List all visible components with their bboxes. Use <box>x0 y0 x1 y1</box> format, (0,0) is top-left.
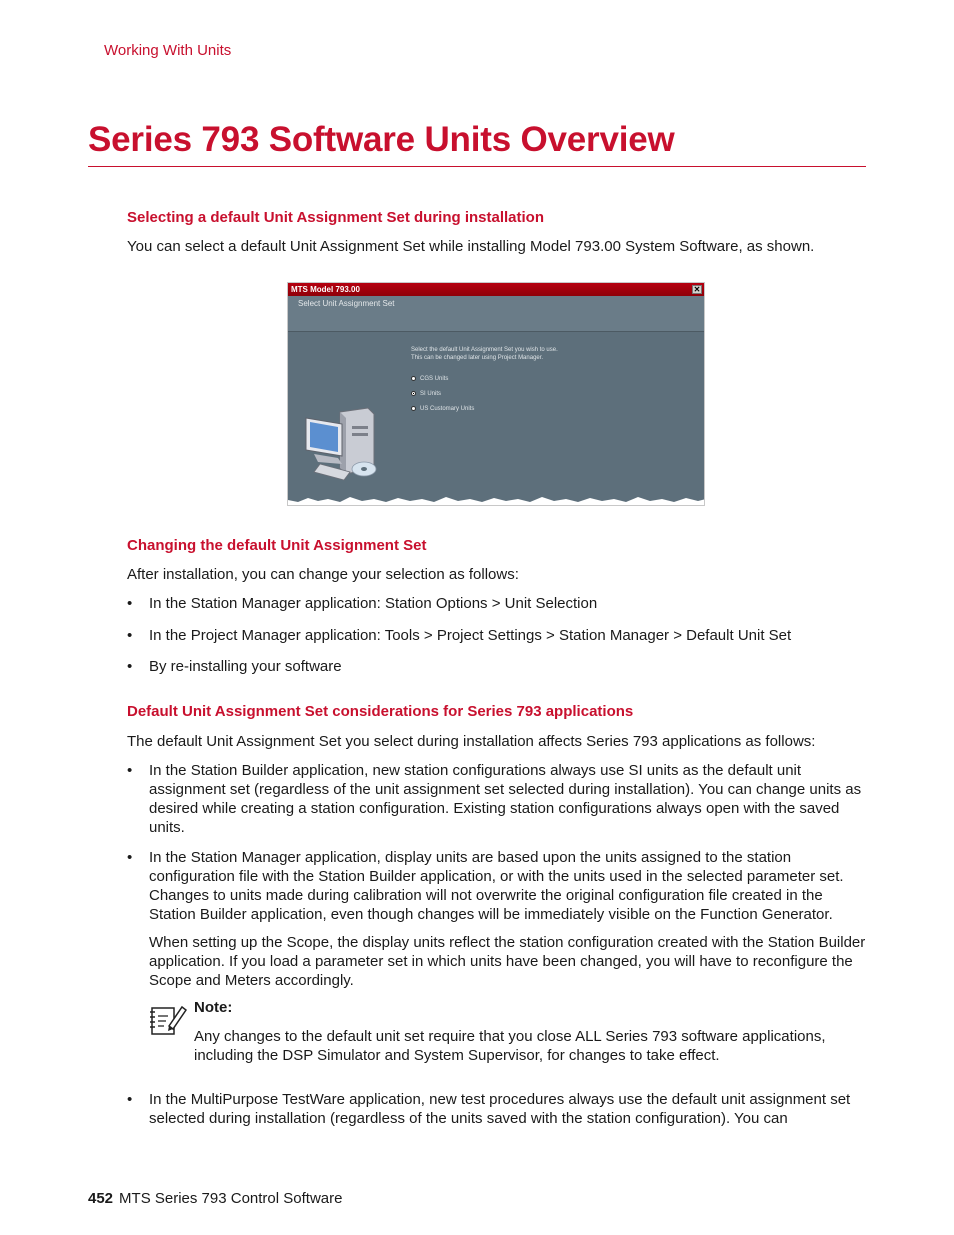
dialog-titlebar <box>288 283 704 296</box>
list-item-text: By re-installing your software <box>149 658 342 675</box>
dialog-header-text: Select Unit Assignment Set <box>298 299 395 308</box>
list-item-text: In the Station Manager application, display units are based upon the units assigned to the station configuration file with the Station Builder application, or with the units used in the selected parameter set. Changes to units made during calibration will not overwrite the original configuration file created in the Station Builder application, even though changes will be immediately visible on the Function Generator. <box>149 849 844 923</box>
torn-edge <box>288 491 705 505</box>
close-icon[interactable]: ✕ <box>693 285 701 294</box>
page-footer <box>88 1190 342 1207</box>
list-item-text: In the Project Manager application: Tools > Project Settings > Station Manager > Default Unit Set <box>149 627 792 644</box>
bullet-marker: • <box>127 849 133 866</box>
section-intro-changing: After installation, you can change your selection as follows: <box>127 566 519 583</box>
radio-label: SI Units <box>420 391 442 398</box>
breadcrumb: Working With Units <box>104 42 232 59</box>
dialog-header <box>288 296 704 332</box>
radio-us-customary-units[interactable] <box>411 406 474 412</box>
page-title: Series 793 Software Units Overview <box>88 120 866 167</box>
list-item-text: In the MultiPurpose TestWare application, new test procedures always use the default unit assignment set selected during installation (regardless of the units saved with the station configuration). You can <box>149 1091 851 1127</box>
bullet-marker: • <box>127 595 133 612</box>
section-body-install: You can select a default Unit Assignment Set while installing Model 793.00 System Software, as shown. <box>127 238 815 255</box>
radio-icon <box>411 376 416 381</box>
section-heading-considerations: Default Unit Assignment Set considerations for Series 793 applications <box>127 703 634 720</box>
section-heading-changing: Changing the default Unit Assignment Set <box>127 537 427 554</box>
dialog-prompt-line2: This can be changed later using Project Manager. <box>411 355 544 361</box>
radio-si-units[interactable] <box>411 391 441 397</box>
page-number: 452 <box>88 1190 114 1207</box>
document-title: MTS Series 793 Control Software <box>119 1190 343 1207</box>
note-body: Any changes to the default unit set require that you close ALL Series 793 software applications, including the DSP Simulator and System Supervisor, for changes to take effect. <box>194 1028 826 1064</box>
bullet-marker: • <box>127 1091 133 1108</box>
computer-icon <box>302 406 384 484</box>
radio-icon <box>411 406 416 411</box>
bullet-marker: • <box>127 627 133 644</box>
note-pencil-icon <box>149 1002 187 1036</box>
dialog-prompt <box>411 346 651 362</box>
dialog-title: MTS Model 793.00 <box>291 285 360 294</box>
dialog-prompt-line1: Select the default Unit Assignment Set you wish to use. <box>411 347 558 353</box>
list-item-followup: When setting up the Scope, the display units reflect the station configuration created with the Station Builder application. If you load a parameter set in which units have been changed, you will have to reconfigure the Scope and Meters accordingly. <box>149 934 866 989</box>
bullet-marker: • <box>127 658 133 675</box>
section-heading-install: Selecting a default Unit Assignment Set during installation <box>127 209 544 226</box>
list-item-text: In the Station Manager application: Station Options > Unit Selection <box>149 595 598 612</box>
section-intro-considerations: The default Unit Assignment Set you select during installation affects Series 793 applications as follows: <box>127 733 816 750</box>
bullet-marker: • <box>127 762 133 779</box>
radio-cgs-units[interactable] <box>411 376 448 382</box>
note-label: Note: <box>194 999 233 1016</box>
radio-label: US Customary Units <box>420 406 475 413</box>
list-item-text: In the Station Builder application, new station configurations always use SI units as the default unit assignment set (regardless of the unit assignment set selected during installation). You can change units as desired while creating a station configuration. Existing station configurations always open with the saved units. <box>149 762 862 836</box>
installer-dialog-screenshot <box>287 282 705 506</box>
radio-label: CGS Units <box>420 376 449 383</box>
radio-selected-icon <box>411 391 416 396</box>
